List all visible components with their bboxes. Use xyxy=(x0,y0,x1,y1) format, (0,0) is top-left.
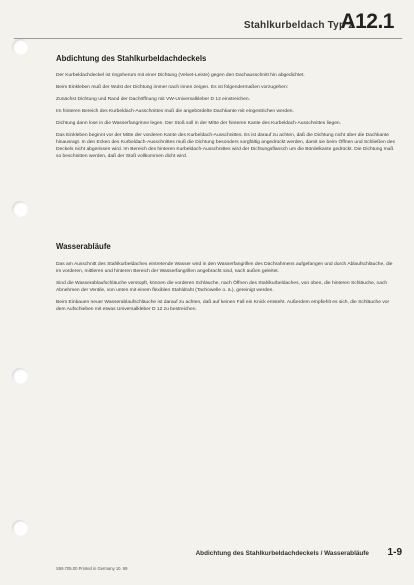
paragraph: Zunächst Dichtung und Rand der Dachöffnung mit VW-Universalkleber D 12 einstreichen. xyxy=(56,97,250,102)
page-footer xyxy=(0,535,414,585)
paragraph: Dichtung dann lose in die Wasserfangrinne legen. Der Stoß soll in der Mitte der hinteren Kante des Kurbeldach-Ausschnittes liegen. xyxy=(56,121,341,126)
footer-title: Abdichtung des Stahlkurbeldachdeckels / Wasserabläufe xyxy=(195,550,369,557)
section-sealing xyxy=(56,54,396,165)
header-divider xyxy=(14,38,402,39)
paragraph: Das am Ausschnitt des Stahlkurbeldaches eintretende Wasser wird in den Wasserfangrillen des Dachrahmens aufgefangen und durch Ablaufschläuche, die im vorderen, mittleren und hinteren Bereich der Wasserfangrillen angebracht sind, nach außen geleitet. xyxy=(56,262,393,274)
paragraph: Das Einkleben beginnt vor der Mitte der vorderen Kante des Kurbeldach-Ausschnittes. Es ist darauf zu achten, daß die Dichtung nicht über die Dachkante hinausragt. In den Ecken des Kurbeldach-Ausschnittes muß die Dichtung besonders sorgfältig angedrückt werden, damit sie beim Öffnen und Schließen des Deckels nicht abgerissen wird. Im Bereich des hinteren Kurbeldach-Ausschnittes wird der Dichtungsflansch um die Bördelkante gedrückt. Die Dichtung muß so beschnitten werden, daß der Stoß vollkommen dicht wird. xyxy=(56,133,395,159)
print-info: S59.705.00 Printed in Germany 10. 69 xyxy=(56,566,128,571)
section-title: Wasserabläufe xyxy=(56,242,111,251)
paragraph: Beim Einkleben muß der Wulst der Dichtung immer nach innen zeigen. Es ist folgendermaßen vorzugehen: xyxy=(56,85,289,90)
header-title: Stahlkurbeldach Typ 2 xyxy=(243,20,354,31)
paragraph: Beim Einbauen neuer Wasserablaufschläuche ist darauf zu achten, daß auf keinen Fall ein Knick entsteht. Außerdem empfiehlt es sich, die Schläuche vor dem Aufschieben mit etwas Universalkleber D 12 zu bestreichen. xyxy=(56,300,390,312)
page-number: 1-9 xyxy=(387,547,402,558)
section-drainage xyxy=(56,242,396,318)
punch-hole xyxy=(12,520,28,536)
paragraph: Sind die Wasserablaufschläuche verstopft, können die vorderen Schläuche, nach Öffnen des Stahlkurbeldaches, von oben, die hinteren Schläuche, nach Abnehmen der Ventile, von unten mit einem flexiblen Stahldraht (Tachowelle o. ä.), gereinigt werden. xyxy=(56,281,388,293)
punch-hole xyxy=(12,201,28,217)
section-title: Abdichtung des Stahlkurbeldachdeckels xyxy=(56,54,207,63)
punch-hole xyxy=(12,368,28,384)
section-code: A12.1 xyxy=(340,10,394,33)
paragraph: Der Kurbeldachdeckel ist ringsherum mit einer Dichtung (Velvet-Leiste) gegen den Dachausschnitt hin abgedichtet. xyxy=(56,73,305,78)
page-header xyxy=(0,0,414,44)
paragraph: Im hinteren Bereich des Kurbeldach-Ausschnittes muß die angebördelte Dachkante mit eingestrichen werden. xyxy=(56,109,294,114)
